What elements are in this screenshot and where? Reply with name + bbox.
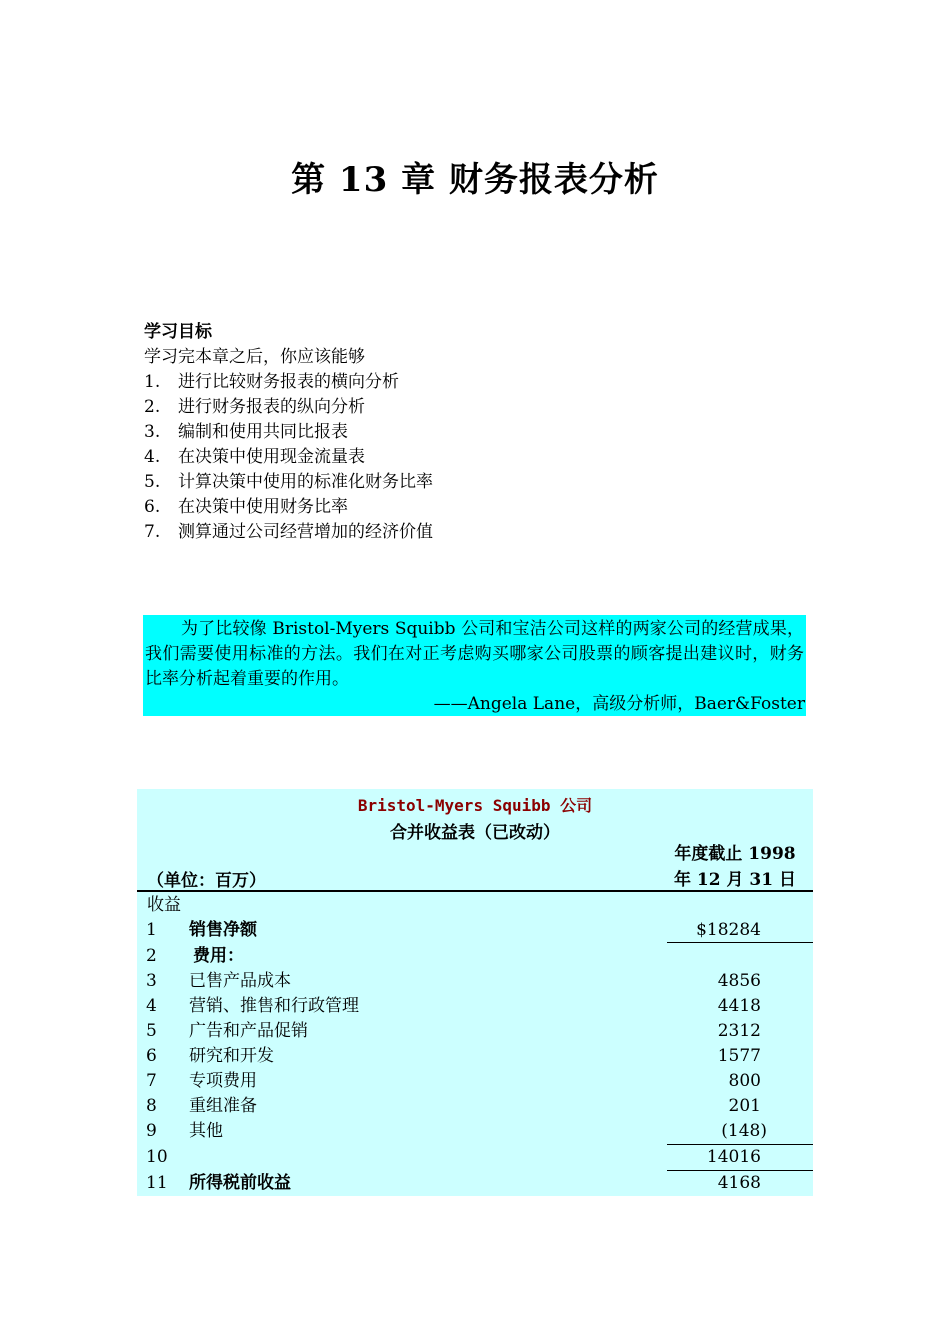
objective-text: 在决策中使用现金流量表 bbox=[178, 447, 365, 467]
row-number: 1 bbox=[146, 920, 157, 940]
table-row bbox=[137, 1019, 813, 1044]
objective-text: 计算决策中使用的标准化财务比率 bbox=[178, 472, 433, 492]
table-row bbox=[137, 1145, 813, 1170]
row-amount: (148) bbox=[721, 1121, 767, 1141]
unit-label: （单位：百万） bbox=[147, 871, 266, 891]
objective-number: 3. bbox=[144, 422, 161, 442]
statement-rows bbox=[137, 893, 813, 1196]
objective-text: 进行财务报表的纵向分析 bbox=[178, 397, 365, 417]
row-number: 2 bbox=[146, 946, 157, 966]
row-number: 8 bbox=[146, 1096, 157, 1116]
table-row bbox=[137, 1119, 813, 1144]
row-amount: 14016 bbox=[706, 1147, 761, 1167]
objective-item bbox=[144, 470, 744, 495]
objective-number: 7. bbox=[144, 522, 161, 542]
objective-number: 4. bbox=[144, 447, 161, 467]
row-amount: 2312 bbox=[717, 1021, 761, 1041]
row-amount: $18284 bbox=[696, 920, 761, 940]
row-number: 4 bbox=[146, 996, 157, 1016]
row-label: 所得税前收益 bbox=[189, 1173, 291, 1193]
row-label: 销售净额 bbox=[189, 920, 257, 940]
table-row bbox=[137, 1171, 813, 1196]
objective-text: 进行比较财务报表的横向分析 bbox=[178, 372, 399, 392]
row-label: 重组准备 bbox=[189, 1096, 257, 1116]
objective-text: 在决策中使用财务比率 bbox=[178, 497, 348, 517]
row-amount: 4418 bbox=[717, 996, 761, 1016]
row-label: 营销、推售和行政管理 bbox=[189, 996, 359, 1016]
table-row bbox=[137, 969, 813, 994]
row-label: 费用： bbox=[193, 946, 244, 966]
row-amount: 800 bbox=[728, 1071, 761, 1091]
row-number: 9 bbox=[146, 1121, 157, 1141]
row-amount: 1577 bbox=[717, 1046, 761, 1066]
chapter-title: 第 13 章 财务报表分析 bbox=[291, 160, 659, 200]
column-header-line1: 年度截止 1998 bbox=[674, 844, 796, 864]
quote-box bbox=[143, 615, 806, 716]
underline-rule bbox=[667, 942, 813, 943]
row-amount: 4856 bbox=[717, 971, 761, 991]
row-number: 11 bbox=[146, 1173, 168, 1193]
objective-number: 5. bbox=[144, 472, 161, 492]
objectives-list bbox=[144, 370, 744, 545]
column-header bbox=[667, 841, 803, 893]
learning-objectives bbox=[144, 320, 744, 545]
objective-item bbox=[144, 495, 744, 520]
row-number: 7 bbox=[146, 1071, 157, 1091]
row-label: 广告和产品促销 bbox=[189, 1021, 308, 1041]
row-number: 6 bbox=[146, 1046, 157, 1066]
table-row bbox=[137, 918, 813, 943]
objective-item bbox=[144, 520, 744, 545]
table-row bbox=[137, 1069, 813, 1094]
objective-item bbox=[144, 395, 744, 420]
objective-text: 测算通过公司经营增加的经济价值 bbox=[178, 522, 433, 542]
objective-number: 1. bbox=[144, 372, 161, 392]
row-number: 10 bbox=[146, 1147, 168, 1167]
table-row bbox=[137, 1094, 813, 1119]
table-row bbox=[137, 1044, 813, 1069]
objective-text: 编制和使用共同比报表 bbox=[178, 422, 348, 442]
company-name: Bristol-Myers Squibb 公司 bbox=[357, 796, 593, 815]
row-label: 专项费用 bbox=[189, 1071, 257, 1091]
row-amount: 201 bbox=[728, 1096, 761, 1116]
objective-item bbox=[144, 445, 744, 470]
row-label: 研究和开发 bbox=[189, 1046, 274, 1066]
statement-title: 合并收益表（已改动） bbox=[390, 823, 560, 843]
header-divider bbox=[137, 890, 813, 892]
table-row bbox=[137, 994, 813, 1019]
row-label: 其他 bbox=[189, 1121, 223, 1141]
quote-attribution: ——Angela Lane，高级分析师，Baer&Foster bbox=[433, 694, 805, 714]
row-number: 5 bbox=[146, 1021, 157, 1041]
row-amount: 4168 bbox=[717, 1173, 761, 1193]
table-row bbox=[137, 944, 813, 969]
column-header-line2: 年 12 月 31 日 bbox=[674, 870, 796, 890]
objective-item bbox=[144, 370, 744, 395]
quote-text: 为了比较像 Bristol-Myers Squibb 公司和宝洁公司这样的两家公司的经营成果，我们需要使用标准的方法。我们在对正考虑购买哪家公司股票的顾客提出建议时，财务比率分析起着重要的作用。 bbox=[145, 619, 804, 689]
row-label: 已售产品成本 bbox=[189, 971, 291, 991]
objective-number: 2. bbox=[144, 397, 161, 417]
row-number: 3 bbox=[146, 971, 157, 991]
objectives-intro: 学习完本章之后，你应该能够 bbox=[144, 347, 365, 367]
section-label: 收益 bbox=[147, 895, 181, 915]
objective-item bbox=[144, 420, 744, 445]
objective-number: 6. bbox=[144, 497, 161, 517]
income-statement bbox=[137, 789, 813, 1196]
objectives-heading: 学习目标 bbox=[144, 322, 212, 342]
